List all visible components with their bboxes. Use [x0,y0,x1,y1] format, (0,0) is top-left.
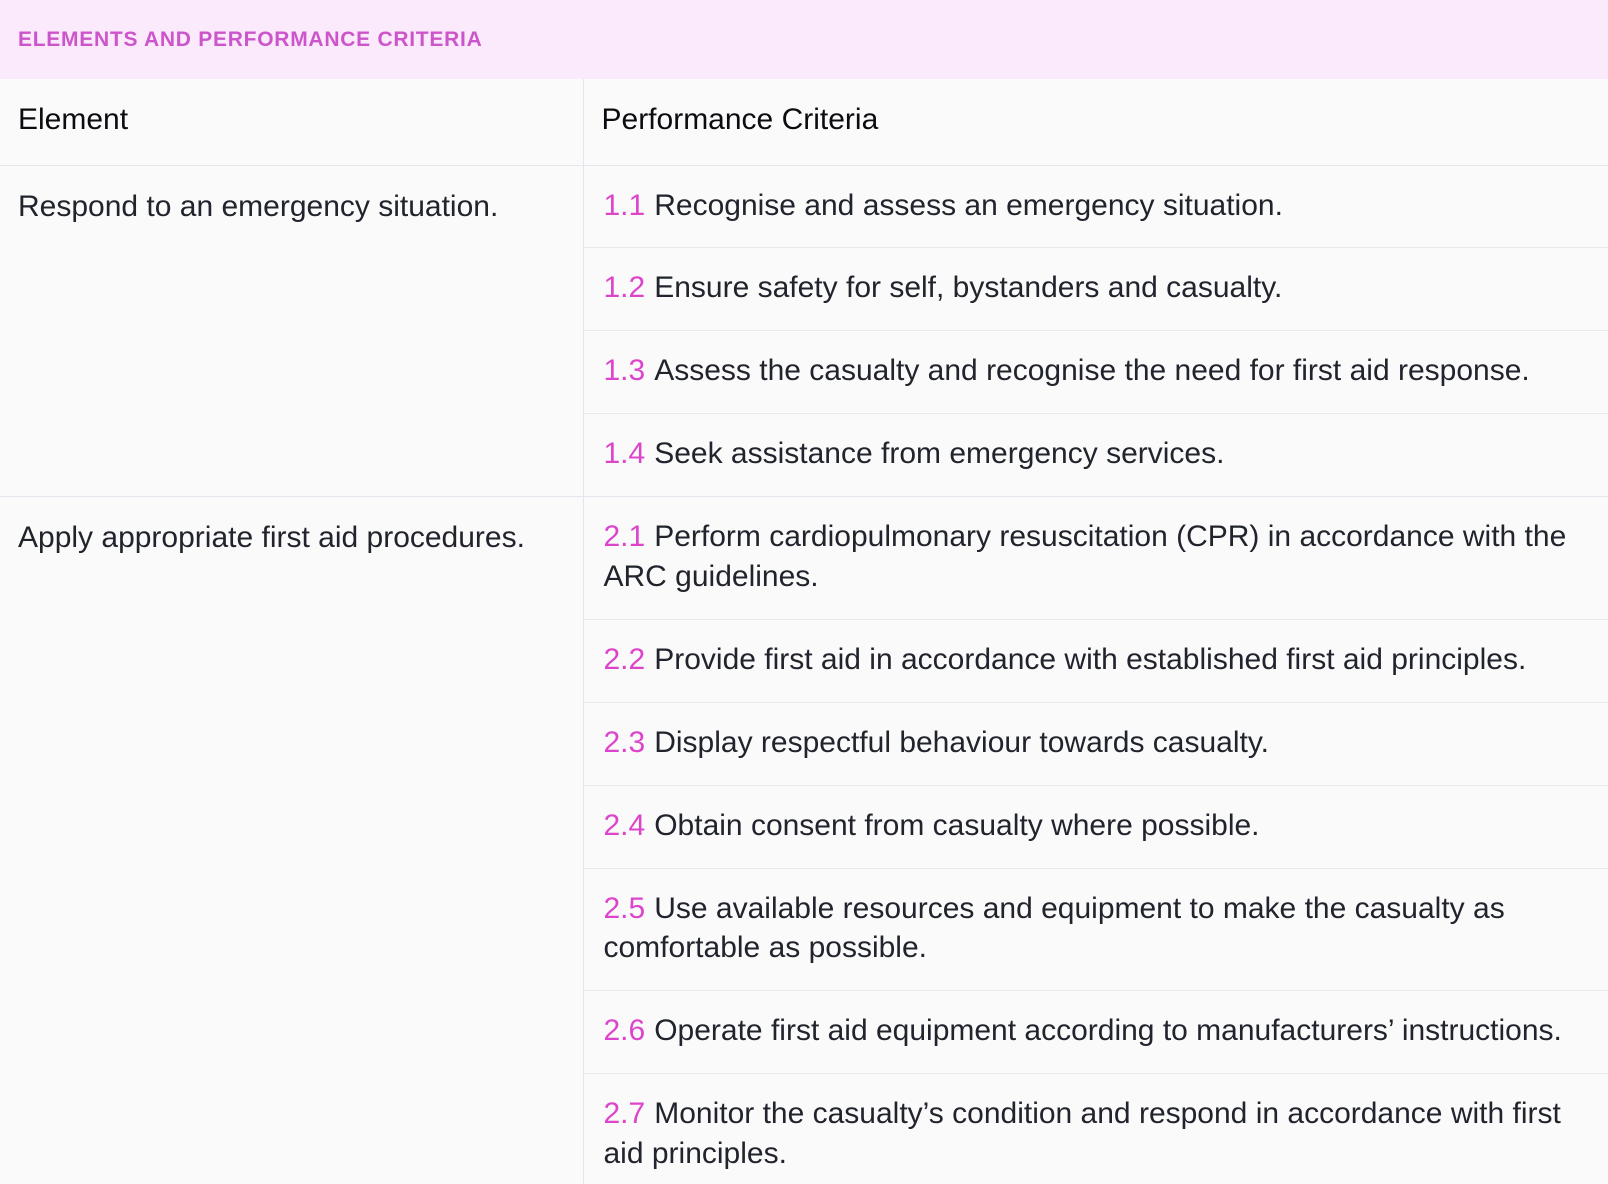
list-item [584,703,1608,786]
criteria-number: 2.4 [603,808,646,842]
criteria-number: 2.7 [603,1097,646,1131]
criteria-text: Ensure safety for self, bystanders and casualty. [654,271,1283,305]
list-item [584,497,1608,620]
criteria-number: 1.1 [603,188,646,222]
table-row [0,497,1608,1184]
table-header-row [0,79,1608,165]
criteria-cell [583,497,1608,1184]
criteria-number: 2.5 [603,891,646,925]
criteria-text: Monitor the casualty’s condition and respond in accordance with first aid principles. [603,1097,1561,1171]
criteria-text: Provide first aid in accordance with established first aid principles. [654,642,1527,676]
criteria-text: Seek assistance from emergency services. [654,437,1225,471]
list-item [584,620,1608,703]
list-item [584,1074,1608,1184]
criteria-number: 2.1 [603,520,646,554]
list-item [584,414,1608,496]
criteria-number: 2.6 [603,1014,646,1048]
criteria-text: Display respectful behaviour towards casualty. [654,725,1269,759]
criteria-cell [583,165,1608,497]
criteria-table [0,79,1608,1184]
panel-banner [0,0,1608,79]
list-item [584,991,1608,1074]
table-header-cell-criteria [583,79,1608,165]
criteria-text: Obtain consent from casualty where possible. [654,808,1260,842]
list-item [584,331,1608,414]
criteria-list [584,166,1608,497]
column-header-element: Element [18,103,129,136]
element-label: Respond to an emergency situation. [18,189,499,223]
criteria-list [584,497,1608,1184]
criteria-text: Perform cardiopulmonary resuscitation (CPR) in accordance with the ARC guidelines. [603,520,1567,593]
list-item [584,248,1608,331]
element-cell [0,165,583,497]
criteria-text: Recognise and assess an emergency situation. [654,188,1283,222]
criteria-number: 2.2 [603,642,646,676]
criteria-number: 1.4 [603,437,646,471]
criteria-number: 1.3 [603,354,646,388]
criteria-text: Assess the casualty and recognise the need for first aid response. [654,354,1530,388]
element-label: Apply appropriate first aid procedures. [18,521,525,555]
column-header-performance-criteria: Performance Criteria [601,103,879,136]
list-item [584,786,1608,869]
criteria-text: Use available resources and equipment to make the casualty as comfortable as possible. [603,891,1505,965]
criteria-number: 1.2 [603,271,646,305]
panel-banner-title: ELEMENTS AND PERFORMANCE CRITERIA [18,28,483,51]
criteria-text: Operate first aid equipment according to manufacturers’ instructions. [654,1014,1562,1048]
list-item [584,166,1608,249]
criteria-number: 2.3 [603,725,646,759]
table-header-cell-element [0,79,583,165]
table-row [0,165,1608,497]
list-item [584,869,1608,992]
element-cell [0,497,583,1184]
